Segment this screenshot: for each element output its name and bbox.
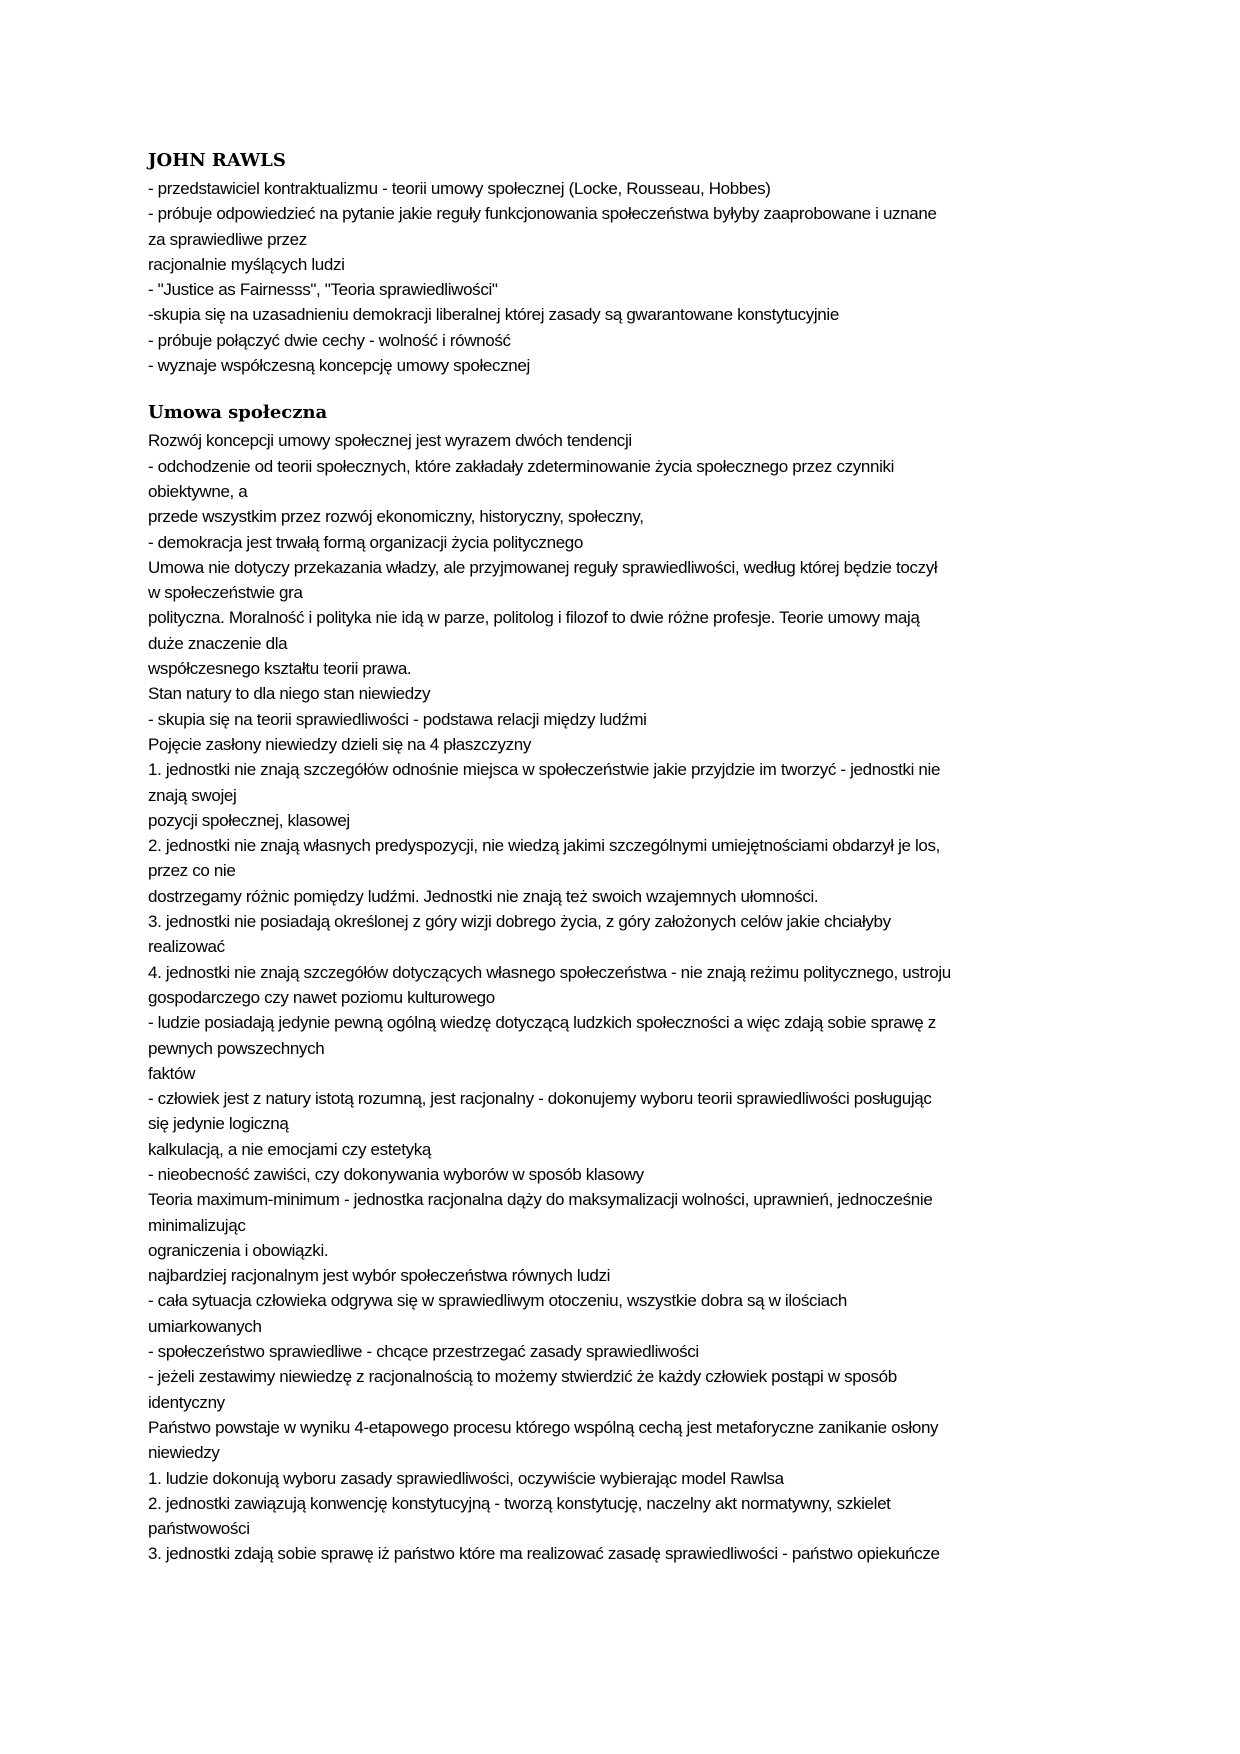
text-line: - odchodzenie od teorii społecznych, które zakładały zdeterminowanie życia społecznego przez czynniki — [148, 456, 895, 476]
document-title: JOHN RAWLS — [148, 150, 286, 171]
text-line: 2. jednostki nie znają własnych predyspozycji, nie wiedzą jakimi szczególnymi umiejętnościami obdarzył je los, — [148, 836, 941, 856]
text-line: Umowa nie dotyczy przekazania władzy, ale przyjmowanej reguły sprawiedliwości, według której będzie toczył — [148, 557, 938, 577]
text-line: - jeżeli zestawimy niewiedzę z racjonalnością to możemy stwierdzić że każdy człowiek postąpi w sposób — [148, 1367, 897, 1387]
text-line: - człowiek jest z natury istotą rozumną, jest racjonalny - dokonujemy wyboru teorii sprawiedliwości posługując — [148, 1089, 932, 1109]
text-line: dostrzegamy różnic pomiędzy ludźmi. Jednostki nie znają też swoich wzajemnych ułomności. — [148, 886, 819, 906]
text-line: - próbuje odpowiedzieć na pytanie jakie reguły funkcjonowania społeczeństwa byłyby zaaprobowane i uznane — [148, 204, 937, 224]
document-page — [148, 148, 1108, 1567]
text-line: 2. jednostki zawiązują konwencję konstytucyjną - tworzą konstytucję, naczelny akt normatywny, szkielet — [148, 1493, 891, 1513]
text-line: - nieobecność zawiści, czy dokonywania wyborów w sposób klasowy — [148, 1164, 644, 1184]
text-line: pewnych powszechnych — [148, 1038, 325, 1058]
text-line: - skupia się na teorii sprawiedliwości - podstawa relacji między ludźmi — [148, 709, 647, 729]
text-line: - próbuje połączyć dwie cechy - wolność i równość — [148, 330, 511, 350]
text-line: Rozwój koncepcji umowy społecznej jest wyrazem dwóch tendencji — [148, 431, 632, 451]
text-line: 3. jednostki nie posiadają określonej z góry wizji dobrego życia, z góry założonych celów jakie chciałyby — [148, 912, 891, 932]
text-line: Państwo powstaje w wyniku 4-etapowego procesu którego wspólną cechą jest metaforyczne zanikanie osłony — [148, 1417, 939, 1437]
text-line: Teoria maximum-minimum - jednostka racjonalna dąży do maksymalizacji wolności, uprawnień, jednocześnie — [148, 1190, 933, 1210]
intro-paragraph — [148, 176, 1108, 378]
text-line: umiarkowanych — [148, 1316, 262, 1336]
text-line: ograniczenia i obowiązki. — [148, 1240, 329, 1260]
text-line: racjonalnie myślących ludzi — [148, 254, 345, 274]
text-line: -skupia się na uzasadnieniu demokracji liberalnej której zasady są gwarantowane konstytucyjnie — [148, 305, 839, 325]
section-heading: Umowa społeczna — [148, 402, 328, 424]
text-line: identyczny — [148, 1392, 225, 1412]
text-line: 3. jednostki zdają sobie sprawę iż państwo które ma realizować zasadę sprawiedliwości - państwo opiekuńcze — [148, 1544, 940, 1564]
text-line: pozycji społecznej, klasowej — [148, 810, 350, 830]
text-line: państwowości — [148, 1519, 250, 1539]
text-line: - społeczeństwo sprawiedliwe - chcące przestrzegać zasady sprawiedliwości — [148, 1342, 699, 1362]
text-line: najbardziej racjonalnym jest wybór społeczeństwa równych ludzi — [148, 1266, 611, 1286]
section-body — [148, 428, 1108, 1566]
text-line: 1. jednostki nie znają szczegółów odnośnie miejsca w społeczeństwie jakie przyjdzie im tworzyć - jednostki nie — [148, 760, 941, 780]
text-line: - przedstawiciel kontraktualizmu - teorii umowy społecznej (Locke, Rousseau, Hobbes) — [148, 179, 771, 198]
text-line: obiektywne, a — [148, 481, 248, 501]
text-line: znają swojej — [148, 785, 237, 805]
text-line: się jedynie logiczną — [148, 1114, 289, 1134]
text-line: kalkulacją, a nie emocjami czy estetyką — [148, 1139, 432, 1159]
text-line: - ludzie posiadają jedynie pewną ogólną wiedzę dotyczącą ludzkich społeczności a więc zdają sobie sprawę z — [148, 1013, 936, 1033]
text-line: - cała sytuacja człowieka odgrywa się w sprawiedliwym otoczeniu, wszystkie dobra są w ilościach — [148, 1291, 847, 1311]
text-line: w społeczeństwie gra — [148, 583, 303, 603]
text-line: przede wszystkim przez rozwój ekonomiczny, historyczny, społeczny, — [148, 507, 644, 527]
text-line: gospodarczego czy nawet poziomu kulturowego — [148, 987, 495, 1007]
text-line: realizować — [148, 937, 225, 957]
text-line: Pojęcie zasłony niewiedzy dzieli się na 4 płaszczyzny — [148, 734, 532, 754]
text-line: faktów — [148, 1063, 196, 1083]
text-line: - "Justice as Fairnesss", "Teoria sprawiedliwości" — [148, 280, 498, 300]
text-line: niewiedzy — [148, 1443, 220, 1463]
text-line: 1. ludzie dokonują wyboru zasady sprawiedliwości, oczywiście wybierając model Rawlsa — [148, 1468, 784, 1488]
text-line: Stan natury to dla niego stan niewiedzy — [148, 684, 431, 704]
text-line: za sprawiedliwe przez — [148, 229, 307, 249]
text-line: przez co nie — [148, 861, 236, 881]
text-line: - demokracja jest trwałą formą organizacji życia politycznego — [148, 532, 584, 552]
text-line: - wyznaje współczesną koncepcję umowy społecznej — [148, 356, 530, 376]
text-line: minimalizując — [148, 1215, 246, 1235]
text-line: 4. jednostki nie znają szczegółów dotyczących własnego społeczeństwa - nie znają reżimu politycznego, ustroju — [148, 962, 951, 982]
text-line: polityczna. Moralność i polityka nie idą w parze, politolog i filozof to dwie różne profesje. Teorie umowy mają — [148, 608, 920, 628]
text-line: współczesnego kształtu teorii prawa. — [148, 659, 412, 679]
text-line: duże znaczenie dla — [148, 633, 288, 653]
